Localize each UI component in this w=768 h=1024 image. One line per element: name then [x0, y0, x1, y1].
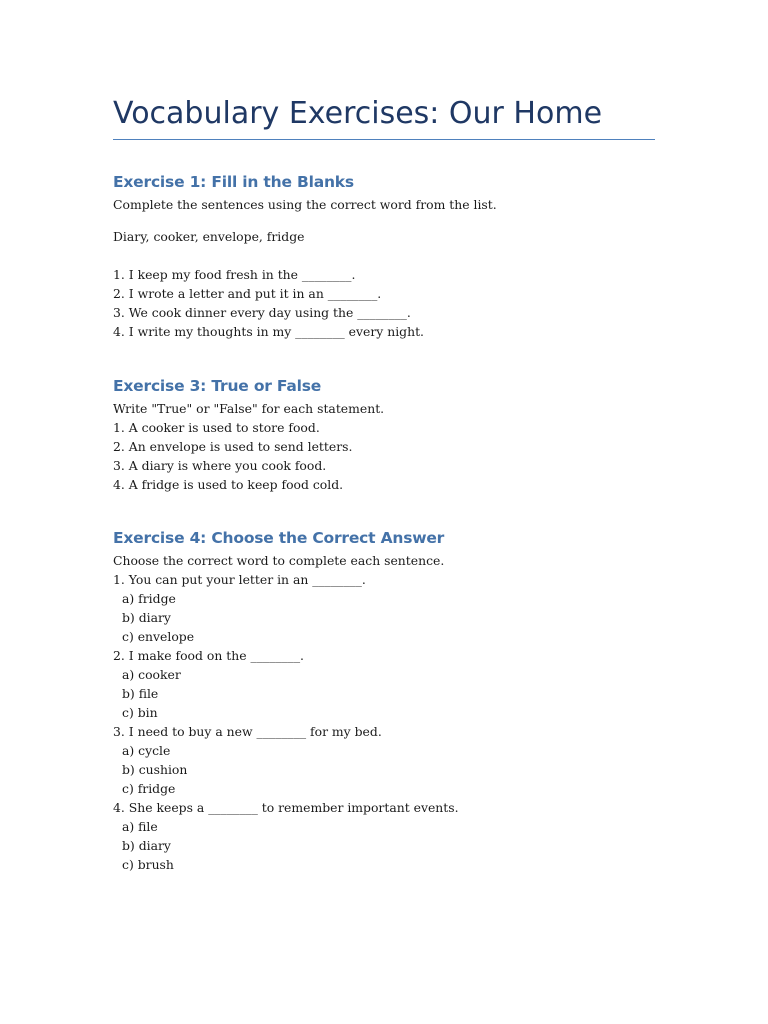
list-item: 4. A fridge is used to keep food cold. — [113, 477, 344, 492]
title-underline — [113, 139, 655, 140]
answer-option: a) file — [122, 819, 158, 834]
list-item: 3. We cook dinner every day using the ________. — [113, 305, 411, 320]
answer-option: c) fridge — [122, 781, 176, 796]
answer-option: b) diary — [122, 838, 171, 853]
answer-option: c) bin — [122, 705, 158, 720]
exercise-4-heading: Exercise 4: Choose the Correct Answer — [113, 529, 445, 547]
answer-option: c) brush — [122, 857, 174, 872]
answer-option: b) diary — [122, 610, 171, 625]
question-stem: 3. I need to buy a new ________ for my bed. — [113, 724, 382, 739]
exercise-3-heading: Exercise 3: True or False — [113, 377, 322, 395]
question-stem: 4. She keeps a ________ to remember important events. — [113, 800, 459, 815]
exercise-3-instruction: Write "True" or "False" for each statement. — [113, 401, 385, 416]
exercise-4-instruction: Choose the correct word to complete each sentence. — [113, 553, 445, 568]
question-stem: 1. You can put your letter in an ________. — [113, 572, 366, 587]
answer-option: b) file — [122, 686, 159, 701]
answer-option: c) envelope — [122, 629, 195, 644]
exercise-1-items — [113, 265, 655, 341]
answer-option: a) cycle — [122, 743, 171, 758]
answer-option: a) cooker — [122, 667, 181, 682]
exercise-3-section — [113, 373, 655, 494]
exercise-4-section — [113, 525, 655, 874]
list-item: 1. I keep my food fresh in the ________. — [113, 267, 356, 282]
list-item: 1. A cooker is used to store food. — [113, 420, 320, 435]
question-stem: 2. I make food on the ________. — [113, 648, 304, 663]
list-item: 3. A diary is where you cook food. — [113, 458, 327, 473]
answer-option: a) fridge — [122, 591, 176, 606]
exercise-1-instruction: Complete the sentences using the correct word from the list. — [113, 197, 497, 212]
page-title: Vocabulary Exercises: Our Home — [113, 96, 603, 131]
exercise-1-word-list: Diary, cooker, envelope, fridge — [113, 229, 305, 244]
answer-option: b) cushion — [122, 762, 188, 777]
exercise-1-section — [113, 169, 655, 341]
list-item: 2. I wrote a letter and put it in an ________. — [113, 286, 382, 301]
list-item: 2. An envelope is used to send letters. — [113, 439, 353, 454]
list-item: 4. I write my thoughts in my ________ every night. — [113, 324, 424, 339]
exercise-1-heading: Exercise 1: Fill in the Blanks — [113, 173, 354, 191]
